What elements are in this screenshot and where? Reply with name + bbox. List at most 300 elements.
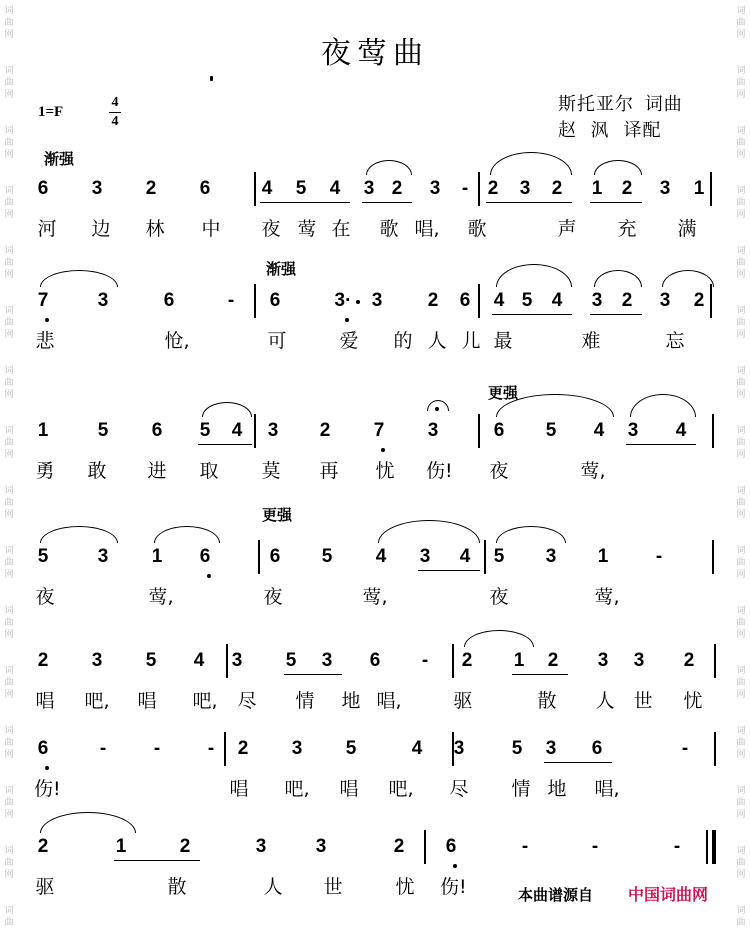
watermark-char: 网 bbox=[4, 690, 14, 700]
watermark-char: 词 bbox=[4, 426, 14, 436]
note-digit: 5 bbox=[295, 178, 307, 199]
lyric-char: 声 bbox=[557, 218, 577, 240]
watermark-char: 网 bbox=[736, 150, 746, 160]
note-digit: 3 bbox=[255, 836, 267, 857]
lyric-char: 尽 bbox=[237, 690, 257, 712]
watermark-char: 网 bbox=[4, 390, 14, 400]
barline bbox=[484, 540, 486, 574]
watermark-char: 词 bbox=[4, 846, 14, 856]
eighth-underline bbox=[284, 674, 342, 675]
watermark-char: 词 bbox=[736, 606, 746, 616]
note-digit: 2 bbox=[693, 290, 705, 311]
lyric-char: 唱, bbox=[594, 778, 620, 800]
lyric-char: 莺, bbox=[580, 460, 606, 482]
note-digit: 4 bbox=[231, 420, 243, 441]
note-digit: 3 bbox=[267, 420, 279, 441]
note-digit: 6 bbox=[269, 546, 281, 567]
watermark-char: 网 bbox=[736, 90, 746, 100]
note-digit: 3 bbox=[315, 836, 327, 857]
octave-dot bbox=[345, 318, 349, 322]
lyric-char: 吧, bbox=[388, 778, 414, 800]
watermark-char: 曲 bbox=[736, 318, 746, 328]
note-digit: 3 bbox=[321, 650, 333, 671]
lyric-char: 散 bbox=[537, 690, 557, 712]
note-digit: 6 bbox=[445, 836, 457, 857]
note-digit: 3 bbox=[659, 178, 671, 199]
lyric-char: 人 bbox=[427, 330, 447, 352]
dynamic-mark: 更强 bbox=[262, 506, 293, 524]
note-digit: 2 bbox=[461, 650, 473, 671]
note-digit: 3 bbox=[91, 650, 103, 671]
note-digit: 4 bbox=[459, 546, 471, 567]
dash-mark: - bbox=[681, 738, 689, 759]
watermark-char: 网 bbox=[4, 210, 14, 220]
eighth-underline bbox=[486, 202, 572, 203]
eighth-underline bbox=[114, 860, 200, 861]
slur-arc bbox=[40, 812, 136, 833]
note-digit: 6 bbox=[37, 738, 49, 759]
barline bbox=[226, 644, 228, 678]
lyric-char: 忧 bbox=[395, 876, 415, 898]
note-digit: 2 bbox=[179, 836, 191, 857]
lyric-char: 情 bbox=[511, 778, 531, 800]
watermark-char: 网 bbox=[4, 870, 14, 880]
slur-arc bbox=[594, 160, 642, 175]
dash-mark: - bbox=[421, 650, 429, 671]
octave-dot bbox=[45, 318, 49, 322]
note-digit: 2 bbox=[683, 650, 695, 671]
note-digit: 5 bbox=[511, 738, 523, 759]
lyric-char: 在 bbox=[331, 218, 351, 240]
lyric-char: 林 bbox=[145, 218, 165, 240]
lyric-char: 中 bbox=[201, 218, 221, 240]
lyric-char: 儿 bbox=[461, 330, 481, 352]
note-digit: 2 bbox=[547, 650, 559, 671]
eighth-underline bbox=[260, 202, 350, 203]
note-digit: 1 bbox=[115, 836, 127, 857]
lyric-char: 地 bbox=[341, 690, 361, 712]
barline bbox=[424, 830, 426, 864]
watermark-char: 网 bbox=[736, 630, 746, 640]
watermark-char: 词 bbox=[736, 246, 746, 256]
slur-arc bbox=[40, 270, 118, 287]
watermark-char: 词 bbox=[736, 546, 746, 556]
lyric-char: 伤! bbox=[34, 778, 61, 800]
note-digit: 6 bbox=[269, 290, 281, 311]
translator-credit bbox=[558, 116, 661, 142]
octave-dot bbox=[453, 864, 457, 868]
note-digit: 4 bbox=[193, 650, 205, 671]
lyric-char: 忧 bbox=[375, 460, 395, 482]
watermark-char: 曲 bbox=[736, 798, 746, 808]
note-digit: 4 bbox=[493, 290, 505, 311]
watermark-char: 词 bbox=[4, 66, 14, 76]
watermark-char: 词 bbox=[736, 306, 746, 316]
slur-arc bbox=[202, 402, 252, 417]
octave-dot bbox=[356, 300, 360, 304]
lyric-char: 夜 bbox=[35, 586, 55, 608]
watermark-char: 网 bbox=[4, 90, 14, 100]
watermark-char: 曲 bbox=[736, 918, 746, 928]
barline bbox=[254, 414, 256, 448]
watermark-char: 网 bbox=[4, 270, 14, 280]
note-digit: 4 bbox=[551, 290, 563, 311]
watermark-char: 网 bbox=[4, 450, 14, 460]
note-digit: 3 bbox=[519, 178, 531, 199]
note-digit: 5 bbox=[521, 290, 533, 311]
watermark-char: 网 bbox=[736, 810, 746, 820]
slur-arc bbox=[496, 526, 566, 543]
watermark-char: 曲 bbox=[4, 78, 14, 88]
slur-arc bbox=[154, 526, 220, 543]
lyric-char: 河 bbox=[37, 218, 57, 240]
barline bbox=[710, 284, 712, 318]
lyric-char: 边 bbox=[91, 218, 111, 240]
lyric-char: 夜 bbox=[261, 218, 281, 240]
watermark-char: 曲 bbox=[736, 378, 746, 388]
lyric-char: 充 bbox=[617, 218, 637, 240]
note-digit: 5 bbox=[145, 650, 157, 671]
lyric-char: 悲 bbox=[35, 330, 55, 352]
note-digit: 3 bbox=[659, 290, 671, 311]
note-digit: 5 bbox=[37, 546, 49, 567]
source-site-link[interactable]: 中国词曲网 bbox=[628, 885, 709, 904]
dash-mark: - bbox=[673, 836, 681, 857]
note-digit: 1 bbox=[693, 178, 705, 199]
fermata-dot bbox=[435, 407, 439, 411]
watermark-char: 网 bbox=[4, 570, 14, 580]
lyric-char: 驱 bbox=[453, 690, 473, 712]
translator-name: 赵 沨 bbox=[558, 120, 610, 141]
watermark-char: 词 bbox=[4, 786, 14, 796]
barline bbox=[714, 732, 716, 766]
note-digit: 3 bbox=[291, 738, 303, 759]
barline bbox=[710, 172, 712, 206]
watermark-char: 词 bbox=[4, 606, 14, 616]
watermark-char: 词 bbox=[4, 366, 14, 376]
lyric-char: 可 bbox=[267, 330, 287, 352]
slur-arc bbox=[464, 630, 534, 647]
note-digit: 6 bbox=[493, 420, 505, 441]
note-digit: 2 bbox=[551, 178, 563, 199]
note-digit: 6 bbox=[199, 178, 211, 199]
note-digit: 2 bbox=[391, 178, 403, 199]
watermark-char: 网 bbox=[736, 390, 746, 400]
barline bbox=[712, 540, 714, 574]
eighth-underline bbox=[590, 314, 642, 315]
note-digit: 3 bbox=[545, 738, 557, 759]
watermark-char: 曲 bbox=[4, 618, 14, 628]
note-digit: 5 bbox=[97, 420, 109, 441]
note-digit: 4 bbox=[411, 738, 423, 759]
octave-dot bbox=[207, 574, 211, 578]
watermark-char: 词 bbox=[4, 186, 14, 196]
watermark-char: 曲 bbox=[4, 198, 14, 208]
time-signature-top: 4 bbox=[111, 95, 119, 110]
watermark-char: 曲 bbox=[736, 438, 746, 448]
watermark-char: 网 bbox=[736, 450, 746, 460]
lyric-char: 莺, bbox=[362, 586, 388, 608]
watermark-char: 词 bbox=[4, 486, 14, 496]
eighth-underline bbox=[492, 314, 572, 315]
lyric-char: 勇 bbox=[35, 460, 55, 482]
watermark-char: 曲 bbox=[4, 438, 14, 448]
note-digit: 7 bbox=[373, 420, 385, 441]
dash-mark: - bbox=[99, 738, 107, 759]
watermark-char: 词 bbox=[4, 546, 14, 556]
watermark-char: 词 bbox=[4, 726, 14, 736]
lyric-char: 吧, bbox=[284, 778, 310, 800]
barline bbox=[452, 644, 454, 678]
note-digit: 6 bbox=[199, 546, 211, 567]
note-digit: 3 bbox=[627, 420, 639, 441]
note-digit: 1 bbox=[591, 178, 603, 199]
note-digit: 3 bbox=[597, 650, 609, 671]
watermark-char: 曲 bbox=[736, 738, 746, 748]
eighth-underline bbox=[362, 202, 412, 203]
lyric-char: 情 bbox=[295, 690, 315, 712]
watermark-char: 曲 bbox=[4, 798, 14, 808]
slur-arc bbox=[496, 264, 572, 287]
watermark-char: 网 bbox=[4, 630, 14, 640]
watermark-char: 网 bbox=[736, 330, 746, 340]
note-digit: 4 bbox=[593, 420, 605, 441]
watermark-char: 词 bbox=[4, 126, 14, 136]
dash-mark: - bbox=[591, 836, 599, 857]
lyric-char: 的 bbox=[393, 330, 413, 352]
note-digit: 6 bbox=[37, 178, 49, 199]
lyric-char: 驱 bbox=[35, 876, 55, 898]
lyric-char: 地 bbox=[547, 778, 567, 800]
watermark-char: 网 bbox=[736, 30, 746, 40]
lyric-char: 唱 bbox=[137, 690, 157, 712]
time-signature-bottom: 4 bbox=[111, 114, 119, 129]
watermark-char: 曲 bbox=[4, 858, 14, 868]
watermark-left bbox=[2, 0, 16, 932]
watermark-char: 网 bbox=[4, 810, 14, 820]
lyric-char: 世 bbox=[323, 876, 343, 898]
lyric-char: 吧, bbox=[192, 690, 218, 712]
lyric-char: 忧 bbox=[683, 690, 703, 712]
note-digit: 6 bbox=[163, 290, 175, 311]
watermark-char: 网 bbox=[736, 210, 746, 220]
lyric-char: 唱, bbox=[376, 690, 402, 712]
watermark-char: 曲 bbox=[736, 498, 746, 508]
watermark-char: 曲 bbox=[736, 18, 746, 28]
time-signature bbox=[108, 94, 122, 131]
note-digit: 2 bbox=[37, 650, 49, 671]
watermark-char: 词 bbox=[736, 186, 746, 196]
lyric-char: 再 bbox=[319, 460, 339, 482]
lyric-char: 满 bbox=[677, 218, 697, 240]
watermark-char: 网 bbox=[736, 570, 746, 580]
barline bbox=[478, 284, 480, 318]
composer-credit bbox=[558, 90, 683, 116]
lyric-char: 伤! bbox=[426, 460, 453, 482]
slur-arc bbox=[40, 526, 118, 543]
watermark-char: 词 bbox=[4, 666, 14, 676]
watermark-char: 词 bbox=[4, 246, 14, 256]
lyric-char: 人 bbox=[595, 690, 615, 712]
octave-dot bbox=[45, 766, 49, 770]
dash-mark: - bbox=[153, 738, 161, 759]
note-digit: 5 bbox=[545, 420, 557, 441]
note-digit: 6 bbox=[459, 290, 471, 311]
note-digit: 2 bbox=[393, 836, 405, 857]
note-digit: 2 bbox=[37, 836, 49, 857]
watermark-char: 曲 bbox=[736, 258, 746, 268]
note-digit: 6 bbox=[151, 420, 163, 441]
watermark-char: 曲 bbox=[4, 258, 14, 268]
ink-dot bbox=[210, 76, 213, 81]
watermark-char: 词 bbox=[736, 366, 746, 376]
source-label: 本曲谱源自 bbox=[518, 886, 594, 904]
note-digit: 4 bbox=[375, 546, 387, 567]
lyric-char: 唱, bbox=[414, 218, 440, 240]
eighth-underline bbox=[512, 674, 568, 675]
watermark-char: 曲 bbox=[736, 858, 746, 868]
dash-mark: - bbox=[227, 290, 235, 311]
note-digit: 6 bbox=[591, 738, 603, 759]
final-barline bbox=[712, 830, 716, 864]
note-digit: 4 bbox=[329, 178, 341, 199]
dynamic-mark: 渐强 bbox=[266, 260, 297, 278]
note-digit: 5 bbox=[345, 738, 357, 759]
note-digit: 2 bbox=[319, 420, 331, 441]
watermark-char: 词 bbox=[736, 666, 746, 676]
note-digit: 1 bbox=[513, 650, 525, 671]
watermark-right bbox=[734, 0, 748, 932]
watermark-char: 曲 bbox=[4, 498, 14, 508]
watermark-char: 网 bbox=[4, 330, 14, 340]
note-digit: 2 bbox=[621, 290, 633, 311]
eighth-underline bbox=[198, 444, 252, 445]
watermark-char: 词 bbox=[736, 426, 746, 436]
lyric-char: 最 bbox=[493, 330, 513, 352]
watermark-char: 曲 bbox=[736, 618, 746, 628]
octave-dot bbox=[381, 448, 385, 452]
note-digit: 3 bbox=[91, 178, 103, 199]
barline bbox=[254, 172, 256, 206]
note-digit: 2 bbox=[427, 290, 439, 311]
note-digit: 2 bbox=[237, 738, 249, 759]
note-digit: 3 bbox=[231, 650, 243, 671]
watermark-char: 词 bbox=[736, 66, 746, 76]
lyric-char: 歌 bbox=[379, 218, 399, 240]
note-digit: 4 bbox=[261, 178, 273, 199]
watermark-char: 曲 bbox=[4, 18, 14, 28]
watermark-char: 曲 bbox=[4, 678, 14, 688]
slur-arc bbox=[490, 152, 572, 175]
note-digit: 7 bbox=[37, 290, 49, 311]
note-digit: 2 bbox=[621, 178, 633, 199]
note-digit: 5 bbox=[199, 420, 211, 441]
watermark-char: 网 bbox=[4, 150, 14, 160]
lyric-char: 唱 bbox=[339, 778, 359, 800]
note-digit: 6 bbox=[369, 650, 381, 671]
lyric-char: 伤! bbox=[440, 876, 467, 898]
barline bbox=[224, 732, 226, 766]
watermark-char: 曲 bbox=[736, 558, 746, 568]
note-digit: 5 bbox=[493, 546, 505, 567]
lyric-char: 夜 bbox=[489, 460, 509, 482]
lyric-char: 夜 bbox=[489, 586, 509, 608]
barline bbox=[706, 830, 708, 864]
lyric-char: 爱 bbox=[339, 330, 359, 352]
dash-mark: - bbox=[461, 178, 469, 199]
song-title: 夜莺曲 bbox=[321, 36, 429, 71]
note-digit: 5 bbox=[321, 546, 333, 567]
lyric-char: 世 bbox=[633, 690, 653, 712]
watermark-char: 词 bbox=[736, 846, 746, 856]
note-digit: 3 bbox=[419, 546, 431, 567]
note-digit: 3· bbox=[334, 290, 352, 311]
note-digit: 3 bbox=[453, 738, 465, 759]
composer-role: 词曲 bbox=[644, 94, 683, 115]
note-digit: 3 bbox=[633, 650, 645, 671]
dynamic-mark: 渐强 bbox=[44, 150, 75, 168]
watermark-char: 词 bbox=[736, 126, 746, 136]
lyric-char: 莺, bbox=[594, 586, 620, 608]
watermark-char: 网 bbox=[736, 870, 746, 880]
watermark-char: 词 bbox=[4, 6, 14, 16]
note-digit: 4 bbox=[675, 420, 687, 441]
eighth-underline bbox=[626, 444, 696, 445]
barline bbox=[478, 414, 480, 448]
watermark-char: 网 bbox=[736, 690, 746, 700]
dash-mark: - bbox=[521, 836, 529, 857]
eighth-underline bbox=[418, 570, 480, 571]
barline bbox=[478, 172, 480, 206]
lyric-char: 唱 bbox=[229, 778, 249, 800]
barline bbox=[452, 732, 454, 766]
note-digit: 2 bbox=[145, 178, 157, 199]
note-digit: 1 bbox=[37, 420, 49, 441]
eighth-underline bbox=[590, 202, 642, 203]
lyric-char: 人 bbox=[263, 876, 283, 898]
slur-arc bbox=[594, 270, 642, 287]
watermark-char: 曲 bbox=[4, 918, 14, 928]
watermark-char: 词 bbox=[736, 6, 746, 16]
barline bbox=[254, 284, 256, 318]
lyric-char: 吧, bbox=[84, 690, 110, 712]
watermark-char: 网 bbox=[736, 750, 746, 760]
lyric-char: 敢 bbox=[87, 460, 107, 482]
note-digit: 3 bbox=[97, 546, 109, 567]
dynamic-mark: 更强 bbox=[488, 384, 519, 402]
dash-mark: - bbox=[207, 738, 215, 759]
lyric-char: 歌 bbox=[467, 218, 487, 240]
watermark-char: 曲 bbox=[4, 138, 14, 148]
note-digit: 3 bbox=[591, 290, 603, 311]
watermark-char: 词 bbox=[736, 906, 746, 916]
note-digit: 3 bbox=[371, 290, 383, 311]
watermark-char: 网 bbox=[4, 30, 14, 40]
lyric-char: 唱 bbox=[35, 690, 55, 712]
note-digit: 3 bbox=[429, 178, 441, 199]
watermark-char: 词 bbox=[4, 906, 14, 916]
translator-role: 译配 bbox=[623, 120, 662, 141]
note-digit: 3 bbox=[427, 420, 439, 441]
barline bbox=[714, 644, 716, 678]
watermark-char: 词 bbox=[736, 726, 746, 736]
watermark-char: 网 bbox=[736, 510, 746, 520]
note-digit: 3 bbox=[363, 178, 375, 199]
lyric-char: 莫 bbox=[261, 460, 281, 482]
lyric-char: 散 bbox=[167, 876, 187, 898]
note-digit: 3 bbox=[97, 290, 109, 311]
lyric-char: 莺 bbox=[297, 218, 317, 240]
